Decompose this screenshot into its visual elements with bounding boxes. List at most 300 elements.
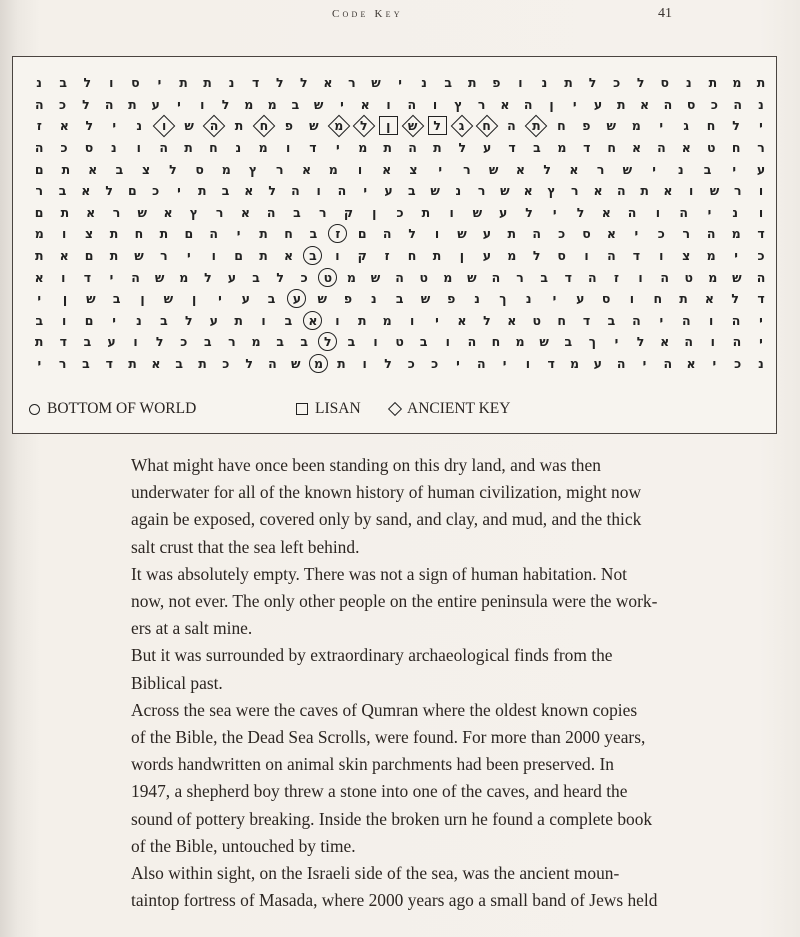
grid-letter: ב xyxy=(160,312,168,328)
grid-letter: ס xyxy=(601,291,611,307)
grid-letter: י xyxy=(398,75,402,91)
grid-row xyxy=(29,180,771,202)
grid-letter: ש xyxy=(467,269,477,285)
grid-letter: ש xyxy=(539,334,549,350)
paragraph xyxy=(101,642,687,696)
grid-letter: ט xyxy=(684,269,693,285)
grid-letter: ר xyxy=(596,161,605,177)
grid-letter: ה xyxy=(663,96,673,112)
grid-letter: ר xyxy=(160,248,168,264)
grid-letter: י xyxy=(236,226,241,242)
grid-letter-boxed: ל xyxy=(428,116,447,135)
grid-letter: ש xyxy=(313,96,324,112)
page-header xyxy=(0,8,800,28)
grid-letter: ב xyxy=(395,291,404,307)
grid-row xyxy=(29,223,771,245)
page-number: 41 xyxy=(658,6,672,21)
grid-letter: ב xyxy=(407,183,416,199)
grid-letter: כ xyxy=(59,96,67,112)
grid-letter: ת xyxy=(383,140,392,156)
grid-letter: ל xyxy=(276,269,284,285)
grid-letter: י xyxy=(502,356,507,372)
grid-letter: נ xyxy=(136,118,143,134)
grid-letter: ח xyxy=(407,248,417,264)
grid-letter: ל xyxy=(732,118,740,134)
grid-letter: ת xyxy=(756,75,766,91)
grid-letter: ל xyxy=(458,140,467,156)
grid-letter-diamond: ל xyxy=(354,116,374,136)
grid-letter: א xyxy=(86,204,96,220)
grid-letter: ץ xyxy=(547,183,556,199)
grid-letter: כ xyxy=(180,334,188,350)
grid-letter: ר xyxy=(477,96,486,112)
grid-letter: ר xyxy=(757,140,765,156)
grid-letter: ו xyxy=(136,140,141,156)
grid-letter: ע xyxy=(576,291,585,307)
grid-letter: ב xyxy=(419,334,428,350)
grid-letter: ת xyxy=(128,96,137,112)
grid-letter: ח xyxy=(284,226,293,242)
grid-letter: ו xyxy=(758,204,764,220)
grid-letter: ב xyxy=(291,96,300,112)
grid-letter-diamond: ש xyxy=(403,116,423,136)
text-line: What might have once been standing on this dry land, and was then xyxy=(131,455,601,475)
grid-letter: ו xyxy=(758,183,764,199)
grid-letter: ח xyxy=(607,140,616,156)
grid-letter: ו xyxy=(316,183,321,199)
running-head: Code Key xyxy=(332,8,403,20)
grid-letter: נ xyxy=(685,75,692,91)
grid-letter: ו xyxy=(409,312,415,328)
grid-letter: ש xyxy=(86,291,96,307)
grid-letter: ם xyxy=(84,312,94,328)
grid-letter: ת xyxy=(337,356,346,372)
grid-letter: נ xyxy=(677,161,684,177)
grid-letter: ב xyxy=(82,356,90,372)
grid-letter: ה xyxy=(395,269,404,285)
grid-letter: ש xyxy=(163,291,174,307)
grid-letter: י xyxy=(642,356,647,372)
grid-letter: ל xyxy=(221,96,230,112)
grid-letter: ת xyxy=(679,291,688,307)
grid-letter: ו xyxy=(200,96,205,112)
grid-letter: ה xyxy=(408,140,417,156)
grid-letter: ן xyxy=(372,204,377,220)
grid-row xyxy=(29,310,771,332)
grid-letter: ס xyxy=(686,96,696,112)
grid-letter: ד xyxy=(508,140,516,156)
grid-letter-diamond: ה xyxy=(204,116,224,136)
grid-letter: י xyxy=(438,161,443,177)
grid-letter: ם xyxy=(34,161,44,177)
grid-letter: ר xyxy=(228,334,236,350)
grid-letter: ת xyxy=(179,75,188,91)
grid-letter: ר xyxy=(318,204,327,220)
grid-letter: נ xyxy=(541,75,548,91)
grid-letter: כ xyxy=(558,226,566,242)
grid-letter: ע xyxy=(384,183,393,199)
grid-letter: ם xyxy=(234,248,243,264)
grid-letter: ה xyxy=(407,96,417,112)
text-line: taintop fortress of Masada, where 2000 years ago a small band of Jews held xyxy=(131,890,658,911)
grid-letter: ב xyxy=(35,312,44,328)
grid-letter-diamond: ח xyxy=(254,116,274,136)
grid-letter-diamond: מ xyxy=(329,116,349,136)
grid-letter: ש xyxy=(184,118,194,134)
grid-letter: ך xyxy=(499,291,507,307)
text-line: sound of pottery breaking. Inside the broken urn he found a complete book xyxy=(131,808,653,829)
grid-letter: ת xyxy=(109,226,119,242)
grid-letter: ג xyxy=(683,118,689,134)
grid-letter: ו xyxy=(655,204,661,220)
grid-letter: ו xyxy=(335,248,340,264)
legend-label: LISAN xyxy=(315,400,361,417)
grid-letter: ץ xyxy=(189,204,198,220)
grid-letter: ב xyxy=(58,183,67,199)
grid-letter: כ xyxy=(396,204,404,220)
hebrew-letter-grid xyxy=(29,72,771,374)
grid-letter: ש xyxy=(420,291,431,307)
text-line: It was absolutely empty. There was not a sign of human habitation. Not xyxy=(131,563,628,584)
grid-letter: ל xyxy=(185,312,193,328)
grid-letter-diamond: ו xyxy=(154,116,174,136)
text-line: Also within sight, on the Israeli side of the sea, was the ancient moun- xyxy=(131,863,620,884)
grid-letter: ה xyxy=(756,269,766,285)
grid-letter: פ xyxy=(582,118,591,134)
grid-letter: י xyxy=(614,334,619,350)
grid-letter: כ xyxy=(757,248,765,264)
grid-letter: ע xyxy=(482,248,492,264)
text-line: again be exposed, covered only by sand, and clay, and mud, and the thick xyxy=(131,509,642,530)
grid-letter: ל xyxy=(82,96,90,112)
grid-letter: ו xyxy=(386,96,391,112)
grid-letter: י xyxy=(659,312,664,328)
grid-row xyxy=(29,245,771,267)
grid-letter: ת xyxy=(234,118,244,134)
grid-letter: א xyxy=(244,183,254,199)
grid-letter: ת xyxy=(507,226,517,242)
grid-letter: נ xyxy=(111,140,117,156)
grid-letter: ה xyxy=(706,226,716,242)
grid-letter: ב xyxy=(112,291,121,307)
grid-letter: ט xyxy=(419,269,428,285)
legend-item-lisan xyxy=(296,400,361,418)
grid-row xyxy=(29,202,771,224)
grid-letter: מ xyxy=(731,226,741,242)
grid-letter-circled: ז xyxy=(328,224,347,243)
grid-letter: נ xyxy=(370,291,377,307)
grid-letter: ע xyxy=(483,140,492,156)
grid-letter: כ xyxy=(407,356,415,372)
text-line: of the Bible, untouched by time. xyxy=(131,835,356,856)
grid-letter: ה xyxy=(209,226,219,242)
grid-letter: ה xyxy=(679,204,688,220)
grid-letter: ו xyxy=(62,226,67,242)
grid-letter: ע xyxy=(209,312,218,328)
grid-letter: ו xyxy=(432,96,438,112)
grid-letter: ב xyxy=(175,356,183,372)
grid-letter: ל xyxy=(483,312,491,328)
grid-letter: י xyxy=(363,183,368,199)
grid-letter: ו xyxy=(133,334,138,350)
grid-letter: מ xyxy=(34,226,44,242)
grid-letter: ב xyxy=(221,183,230,199)
grid-letter: ש xyxy=(291,356,301,372)
grid-letter: א xyxy=(601,204,611,220)
body-text xyxy=(101,452,687,914)
grid-letter: כ xyxy=(222,356,230,372)
grid-letter: י xyxy=(759,312,763,328)
grid-letter: מ xyxy=(507,248,517,264)
grid-letter: נ xyxy=(758,356,764,372)
grid-letter: ש xyxy=(134,248,144,264)
grid-row xyxy=(29,115,771,137)
grid-letter: נ xyxy=(136,312,142,328)
grid-letter: ח xyxy=(557,312,566,328)
grid-letter: ט xyxy=(395,334,404,350)
grid-letter: י xyxy=(552,291,557,307)
grid-letter: ו xyxy=(584,248,589,264)
grid-letter: נ xyxy=(732,204,739,220)
grid-letter: ה xyxy=(467,334,477,350)
grid-letter: ל xyxy=(543,161,551,177)
grid-letter: י xyxy=(109,269,114,285)
grid-row xyxy=(29,353,771,375)
grid-letter: י xyxy=(37,291,42,307)
grid-letter: ד xyxy=(309,140,317,156)
grid-letter: פ xyxy=(447,291,456,307)
grid-letter: ל xyxy=(576,204,585,220)
grid-letter: ן xyxy=(191,291,197,307)
grid-letter: צ xyxy=(85,226,94,242)
grid-letter: י xyxy=(37,356,42,372)
grid-letter: ע xyxy=(593,356,602,372)
grid-letter: ל xyxy=(268,183,276,199)
grid-letter: ש xyxy=(709,183,720,199)
grid-letter: ב xyxy=(533,140,541,156)
grid-letter: ן xyxy=(140,291,145,307)
grid-letter: ס xyxy=(195,161,204,177)
grid-letter-circled: ב xyxy=(303,246,322,265)
grid-letter: ה xyxy=(731,312,741,328)
grid-letter: ו xyxy=(362,356,367,372)
grid-letter: ו xyxy=(373,334,378,350)
text-line: ers at a salt mine. xyxy=(131,618,253,639)
grid-letter: כ xyxy=(300,269,308,285)
grid-letter: ת xyxy=(198,356,207,372)
grid-letter-diamond: ג xyxy=(452,116,472,136)
grid-letter: א xyxy=(163,204,173,220)
grid-letter: ב xyxy=(59,75,67,91)
grid-letter: ר xyxy=(112,204,121,220)
grid-letter: מ xyxy=(443,269,453,285)
grid-letter: י xyxy=(177,96,181,112)
grid-letter: ו xyxy=(709,312,714,328)
grid-letter: ה xyxy=(159,140,168,156)
grid-letter: ד xyxy=(632,248,641,264)
grid-letter: ה xyxy=(104,96,114,112)
grid-letter: ק xyxy=(357,248,367,264)
grid-letter: ו xyxy=(335,312,340,328)
grid-letter: ש xyxy=(370,269,381,285)
grid-letter: א xyxy=(382,161,392,177)
grid-letter: כ xyxy=(152,183,160,199)
grid-letter: א xyxy=(681,140,691,156)
grid-letter: ל xyxy=(408,226,416,242)
grid-letter: י xyxy=(572,96,577,112)
grid-letter: ק xyxy=(343,204,354,220)
grid-letter: ה xyxy=(523,96,533,112)
grid-letter: ו xyxy=(211,248,216,264)
grid-letter: י xyxy=(157,75,162,91)
grid-letter: י xyxy=(659,118,664,134)
grid-letter: מ xyxy=(515,334,525,350)
grid-letter: ה xyxy=(588,269,597,285)
grid-letter: ר xyxy=(570,183,579,199)
grid-letter: ו xyxy=(357,161,363,177)
grid-letter: ל xyxy=(155,334,164,350)
grid-letter: כ xyxy=(710,96,718,112)
grid-letter: ד xyxy=(564,269,572,285)
grid-letter: מ xyxy=(221,161,231,177)
grid-letter: ת xyxy=(109,248,119,264)
text-line: 1947, a shepherd boy threw a stone into one of the caves, and heard the xyxy=(131,781,628,802)
grid-letter: ע xyxy=(593,96,603,112)
grid-letter: ז xyxy=(613,269,619,285)
grid-letter: ת xyxy=(640,183,649,199)
grid-letter: י xyxy=(634,226,639,242)
grid-letter: י xyxy=(435,312,439,328)
grid-letter: ר xyxy=(348,75,356,91)
grid-letter: ה xyxy=(34,96,44,112)
grid-letter: י xyxy=(186,248,191,264)
grid-letter: ח xyxy=(706,118,716,134)
grid-letter: ה xyxy=(131,269,140,285)
grid-letter: ע xyxy=(756,161,766,177)
grid-letter: ם xyxy=(34,204,44,220)
grid-letter: א xyxy=(640,96,650,112)
grid-letter: ו xyxy=(445,334,450,350)
code-key-table xyxy=(12,56,777,434)
grid-letter: א xyxy=(523,183,533,199)
grid-letter: ח xyxy=(491,334,501,350)
grid-letter: ב xyxy=(252,269,260,285)
grid-letter: ח xyxy=(557,118,566,134)
grid-letter: א xyxy=(81,183,91,199)
grid-letter: ך xyxy=(588,334,596,350)
grid-letter: א xyxy=(59,248,69,264)
grid-letter: א xyxy=(593,183,603,199)
grid-letter: י xyxy=(759,334,763,350)
paragraph xyxy=(101,697,687,860)
grid-letter: ו xyxy=(449,204,454,220)
grid-letter: ה xyxy=(266,204,276,220)
grid-letter: ח xyxy=(653,291,663,307)
grid-letter: ח xyxy=(134,226,144,242)
grid-letter: מ xyxy=(706,248,716,264)
grid-letter: א xyxy=(301,161,312,177)
grid-letter: א xyxy=(632,140,642,156)
grid-letter: ל xyxy=(588,75,597,91)
grid-letter: מ xyxy=(732,75,742,91)
grid-letter: ר xyxy=(215,204,224,220)
grid-letter: ו xyxy=(629,291,635,307)
circle-icon xyxy=(29,404,40,415)
grid-letter: י xyxy=(218,291,222,307)
grid-letter-circled: מ xyxy=(309,354,328,373)
grid-letter: ב xyxy=(293,204,301,220)
grid-letter: ב xyxy=(607,312,616,328)
grid-letter: ל xyxy=(384,356,392,372)
grid-letter: ש xyxy=(622,161,633,177)
grid-letter: ת xyxy=(617,96,626,112)
grid-letter: ב xyxy=(267,291,276,307)
grid-letter: י xyxy=(734,248,738,264)
grid-letter: ת xyxy=(259,226,268,242)
grid-letter: ל xyxy=(532,248,541,264)
grid-letter: ס xyxy=(84,140,94,156)
grid-letter: ע xyxy=(499,204,508,220)
grid-letter: ו xyxy=(285,140,291,156)
grid-letter: ה xyxy=(291,183,300,199)
grid-letter: ב xyxy=(115,161,124,177)
grid-letter: י xyxy=(112,312,116,328)
grid-letter: ו xyxy=(61,269,66,285)
grid-letter: כ xyxy=(431,356,439,372)
text-line: now, not ever. The only other people on the entire peninsula were the work- xyxy=(131,591,658,612)
text-line: underwater for all of the known history of human civilization, might now xyxy=(131,482,642,503)
grid-letter: ם xyxy=(357,226,367,242)
grid-letter: ל xyxy=(83,75,92,91)
grid-letter: ו xyxy=(659,248,664,264)
grid-letter: א xyxy=(500,96,510,112)
grid-row xyxy=(29,158,771,180)
grid-letter: נ xyxy=(421,75,427,91)
grid-letter: ו xyxy=(689,183,694,199)
grid-letter: ה xyxy=(532,226,541,242)
grid-letter: מ xyxy=(346,269,356,285)
grid-letter: ש xyxy=(732,269,742,285)
grid-letter: ב xyxy=(347,334,356,350)
text-line: Across the sea were the caves of Qumran where the oldest known copies xyxy=(131,699,638,720)
grid-letter: א xyxy=(704,291,714,307)
grid-letter: ת xyxy=(60,204,70,220)
grid-letter: כ xyxy=(657,226,665,242)
grid-letter: ה xyxy=(657,140,666,156)
grid-letter: ש xyxy=(472,204,483,220)
grid-letter: א xyxy=(283,248,294,264)
grid-letter: ה xyxy=(681,312,691,328)
grid-letter: ל xyxy=(105,183,113,199)
grid-letter: ב xyxy=(703,161,712,177)
grid-letter: ת xyxy=(259,248,268,264)
grid-letter: ל xyxy=(169,161,177,177)
grid-letter: נ xyxy=(525,291,532,307)
grid-letter-circled: ל xyxy=(318,332,337,351)
grid-letter: י xyxy=(652,161,656,177)
grid-letter: א xyxy=(663,183,673,199)
paragraph xyxy=(101,860,687,914)
grid-letter: ר xyxy=(477,183,486,199)
grid-letter: ע xyxy=(107,334,116,350)
grid-letter: ב xyxy=(309,226,318,242)
grid-letter: צ xyxy=(682,248,691,264)
grid-letter: ל xyxy=(731,291,739,307)
grid-letter: ב xyxy=(564,334,573,350)
grid-letter: ל xyxy=(275,75,284,91)
grid-letter: ל xyxy=(525,204,533,220)
grid-letter: מ xyxy=(251,334,261,350)
